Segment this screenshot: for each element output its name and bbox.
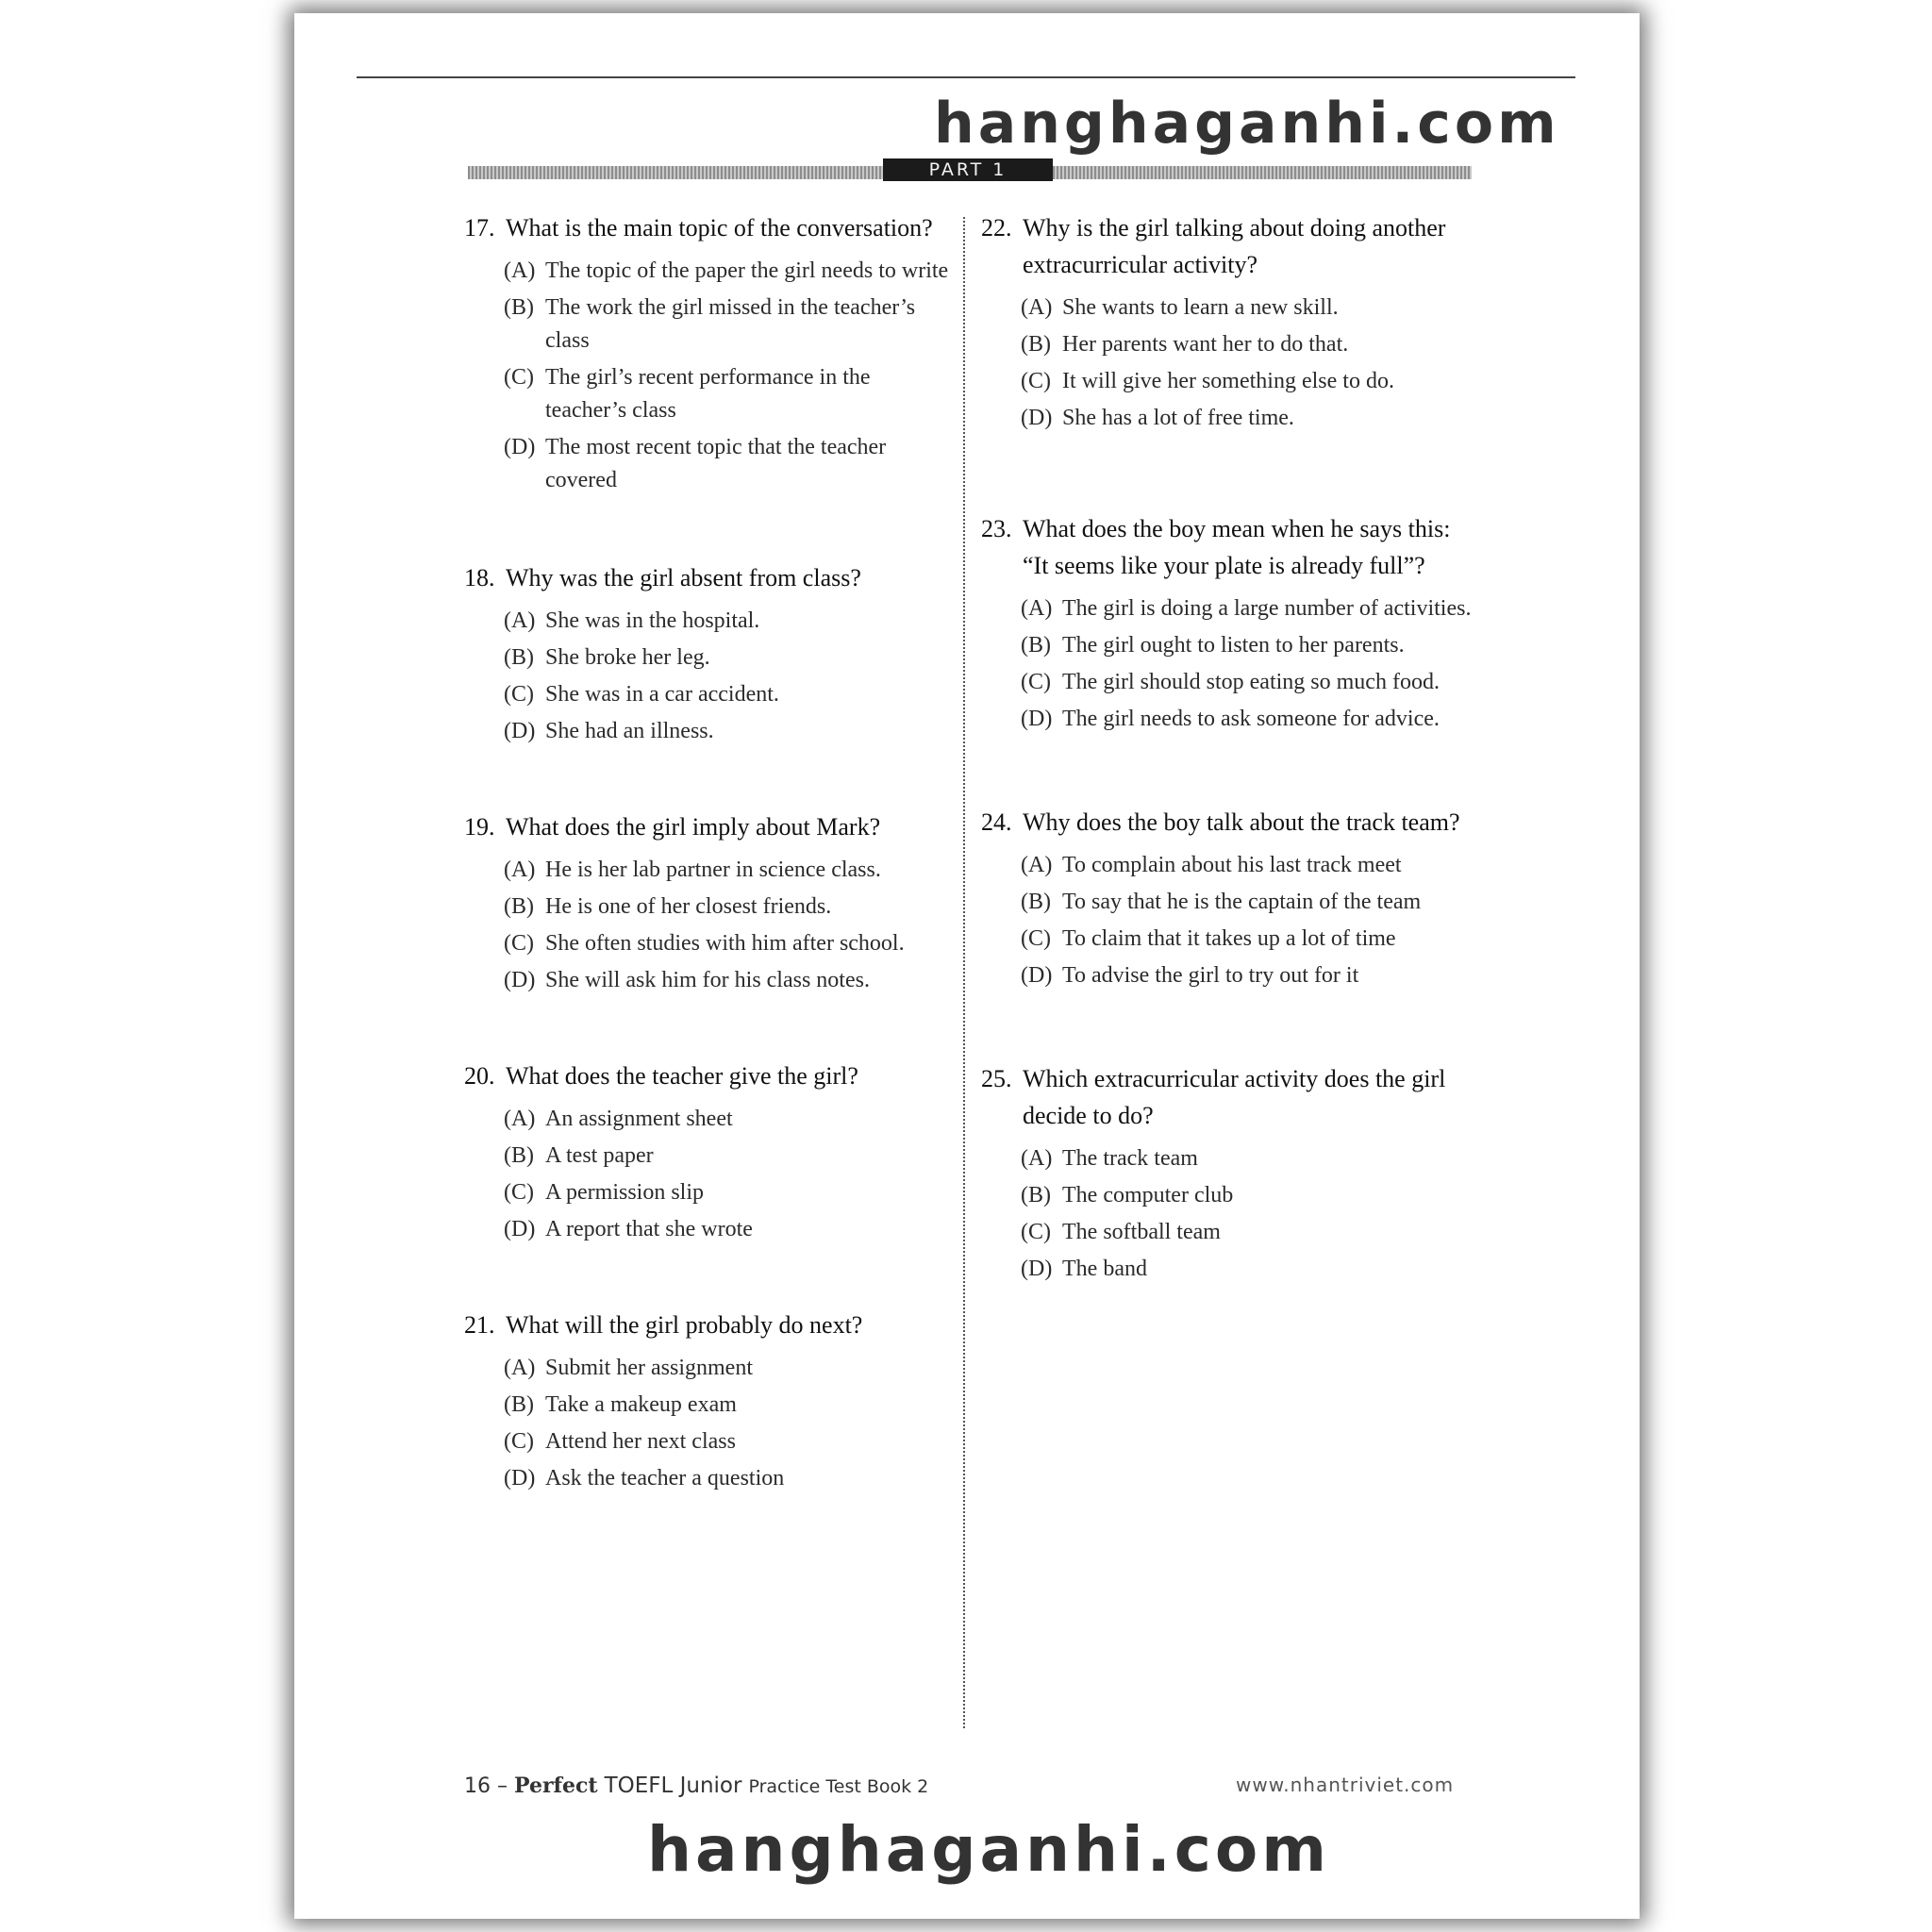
option-text: The softball team — [1062, 1220, 1221, 1244]
option-letter: (B) — [1021, 332, 1051, 357]
option-letter: (D) — [504, 1217, 536, 1241]
question-number: 19. — [464, 813, 495, 841]
option-text: Submit her assignment — [545, 1356, 753, 1380]
option-text: A permission slip — [545, 1180, 705, 1205]
answer-options — [1021, 291, 1481, 435]
option-text: Ask the teacher a question — [545, 1466, 785, 1491]
option-text: She wants to learn a new skill. — [1062, 295, 1339, 320]
footer-left — [464, 1774, 928, 1798]
question-stem: Why was the girl absent from class? — [506, 564, 861, 591]
option-text: A test paper — [545, 1143, 654, 1168]
footer-brand-name: TOEFL Junior — [604, 1774, 742, 1798]
question-number: 20. — [464, 1062, 495, 1090]
answer-option — [1021, 592, 1481, 625]
option-letter: (D) — [504, 435, 536, 459]
answer-option — [504, 641, 955, 675]
answer-option — [1021, 328, 1481, 361]
answer-option — [1021, 703, 1481, 736]
option-letter: (B) — [1021, 890, 1051, 914]
question-stem: Why is the girl talking about doing another extracurricular activity? — [1023, 214, 1446, 278]
option-letter: (D) — [1021, 707, 1053, 731]
answer-option — [1021, 365, 1481, 398]
right-column — [981, 209, 1481, 1290]
answer-option — [504, 1425, 955, 1458]
question-text — [981, 510, 1481, 584]
option-letter: (A) — [504, 858, 536, 882]
option-text: He is one of her closest friends. — [545, 894, 832, 919]
question-number: 25. — [981, 1065, 1012, 1092]
answer-options — [1021, 592, 1481, 736]
option-text: The girl needs to ask someone for advice. — [1062, 707, 1440, 731]
answer-option — [1021, 886, 1481, 919]
answer-option — [504, 854, 955, 887]
option-text: To say that he is the captain of the team — [1062, 890, 1422, 914]
option-letter: (C) — [1021, 926, 1051, 951]
question-item — [981, 209, 1481, 435]
answer-option — [504, 927, 955, 960]
question-text — [464, 209, 955, 246]
answer-option — [504, 1389, 955, 1422]
option-text: The girl is doing a large number of activities. — [1062, 596, 1472, 621]
question-text — [464, 1058, 955, 1094]
watermark-bottom: hanghaganhi.com — [647, 1813, 1330, 1886]
question-item — [464, 1307, 955, 1495]
option-letter: (B) — [1021, 1183, 1051, 1208]
answer-option — [504, 1462, 955, 1495]
footer-brand-bold: Perfect — [514, 1774, 598, 1798]
page-number: 16 – — [464, 1774, 508, 1798]
option-text: The track team — [1062, 1146, 1198, 1171]
answer-option — [1021, 1179, 1481, 1212]
answer-options — [504, 1103, 955, 1246]
answer-option — [1021, 1253, 1481, 1286]
option-letter: (D) — [504, 719, 536, 743]
option-text: Take a makeup exam — [545, 1392, 737, 1417]
question-stem: Why does the boy talk about the track team? — [1023, 808, 1460, 836]
option-text: To complain about his last track meet — [1062, 853, 1402, 877]
answer-options — [1021, 849, 1481, 992]
option-letter: (C) — [1021, 670, 1051, 694]
part-label: PART 1 — [883, 158, 1053, 181]
option-letter: (D) — [1021, 963, 1053, 988]
option-text: A report that she wrote — [545, 1217, 753, 1241]
option-text: She had an illness. — [545, 719, 714, 743]
answer-option — [504, 255, 955, 288]
option-letter: (B) — [504, 894, 534, 919]
answer-option — [504, 431, 955, 497]
question-number: 17. — [464, 214, 495, 242]
answer-option — [504, 1140, 955, 1173]
answer-option — [504, 291, 955, 358]
answer-option — [1021, 1216, 1481, 1249]
question-text — [981, 804, 1481, 841]
question-text — [464, 559, 955, 596]
left-column — [464, 209, 955, 1499]
option-letter: (D) — [1021, 406, 1053, 430]
option-letter: (B) — [504, 1143, 534, 1168]
question-number: 18. — [464, 564, 495, 591]
question-text — [981, 1060, 1481, 1134]
answer-option — [504, 678, 955, 711]
option-text: She has a lot of free time. — [1062, 406, 1294, 430]
option-letter: (A) — [1021, 596, 1053, 621]
question-text — [981, 209, 1481, 283]
option-letter: (B) — [504, 645, 534, 670]
answer-options — [504, 1352, 955, 1495]
option-text: It will give her something else to do. — [1062, 369, 1394, 393]
option-letter: (C) — [504, 931, 534, 956]
option-text: The work the girl missed in the teacher’s class — [545, 295, 916, 353]
option-text: The computer club — [1062, 1183, 1234, 1208]
question-stem: What does the boy mean when he says this: “It seems like your plate is already full”? — [1023, 515, 1451, 579]
question-stem: What is the main topic of the conversation? — [506, 214, 933, 242]
option-letter: (C) — [1021, 369, 1051, 393]
question-number: 24. — [981, 808, 1012, 836]
option-text: The girl’s recent performance in the teacher’s class — [545, 365, 871, 423]
top-rule — [357, 76, 1575, 78]
answer-option — [1021, 629, 1481, 662]
option-letter: (C) — [1021, 1220, 1051, 1244]
footer-website: www.nhantriviet.com — [1236, 1774, 1455, 1796]
question-item — [464, 559, 955, 748]
option-text: Her parents want her to do that. — [1062, 332, 1349, 357]
question-number: 23. — [981, 515, 1012, 542]
option-letter: (D) — [504, 1466, 536, 1491]
option-text: An assignment sheet — [545, 1107, 733, 1131]
option-letter: (A) — [504, 258, 536, 283]
option-letter: (A) — [1021, 295, 1053, 320]
answer-options — [504, 854, 955, 997]
answer-option — [1021, 923, 1481, 956]
option-text: The girl ought to listen to her parents. — [1062, 633, 1405, 658]
question-number: 22. — [981, 214, 1012, 242]
option-text: She will ask him for his class notes. — [545, 968, 870, 992]
option-text: The topic of the paper the girl needs to write — [545, 258, 949, 283]
answer-option — [1021, 402, 1481, 435]
option-letter: (D) — [504, 968, 536, 992]
option-letter: (C) — [504, 682, 534, 707]
option-text: She was in the hospital. — [545, 608, 760, 633]
option-text: She broke her leg. — [545, 645, 710, 670]
answer-option — [504, 1103, 955, 1136]
question-text — [464, 808, 955, 845]
answer-option — [504, 361, 955, 427]
option-letter: (A) — [504, 1356, 536, 1380]
answer-options — [504, 255, 955, 497]
watermark-top: hanghaganhi.com — [934, 91, 1560, 157]
question-item — [464, 209, 955, 497]
option-letter: (C) — [504, 365, 534, 390]
answer-option — [1021, 1142, 1481, 1175]
answer-option — [504, 605, 955, 638]
question-stem: Which extracurricular activity does the girl decide to do? — [1023, 1065, 1446, 1129]
question-item — [981, 804, 1481, 992]
question-item — [464, 808, 955, 997]
option-letter: (C) — [504, 1180, 534, 1205]
option-letter: (B) — [504, 295, 534, 320]
option-text: She was in a car accident. — [545, 682, 779, 707]
option-letter: (A) — [504, 608, 536, 633]
question-item — [981, 1060, 1481, 1286]
question-item — [981, 510, 1481, 736]
option-text: To claim that it takes up a lot of time — [1062, 926, 1396, 951]
question-stem: What will the girl probably do next? — [506, 1311, 863, 1339]
question-stem: What does the teacher give the girl? — [506, 1062, 858, 1090]
footer-brand-sub: Practice Test Book 2 — [748, 1776, 929, 1797]
option-letter: (A) — [1021, 853, 1053, 877]
option-letter: (D) — [1021, 1257, 1053, 1281]
answer-options — [504, 605, 955, 748]
option-letter: (C) — [504, 1429, 534, 1454]
answer-option — [504, 1176, 955, 1209]
option-text: The most recent topic that the teacher covered — [545, 435, 887, 492]
answer-option — [504, 891, 955, 924]
answer-options — [1021, 1142, 1481, 1286]
question-number: 21. — [464, 1311, 495, 1339]
option-text: To advise the girl to try out for it — [1062, 963, 1359, 988]
answer-option — [504, 1213, 955, 1246]
question-text — [464, 1307, 955, 1343]
column-divider — [963, 217, 965, 1728]
answer-option — [504, 964, 955, 997]
option-text: She often studies with him after school. — [545, 931, 905, 956]
answer-option — [1021, 666, 1481, 699]
option-letter: (B) — [504, 1392, 534, 1417]
option-text: The girl should stop eating so much food. — [1062, 670, 1440, 694]
answer-option — [504, 1352, 955, 1385]
option-letter: (A) — [504, 1107, 536, 1131]
answer-option — [1021, 291, 1481, 325]
question-item — [464, 1058, 955, 1246]
option-letter: (A) — [1021, 1146, 1053, 1171]
answer-option — [1021, 959, 1481, 992]
answer-option — [504, 715, 955, 748]
question-stem: What does the girl imply about Mark? — [506, 813, 881, 841]
answer-option — [1021, 849, 1481, 882]
option-letter: (B) — [1021, 633, 1051, 658]
option-text: The band — [1062, 1257, 1147, 1281]
option-text: He is her lab partner in science class. — [545, 858, 881, 882]
option-text: Attend her next class — [545, 1429, 736, 1454]
